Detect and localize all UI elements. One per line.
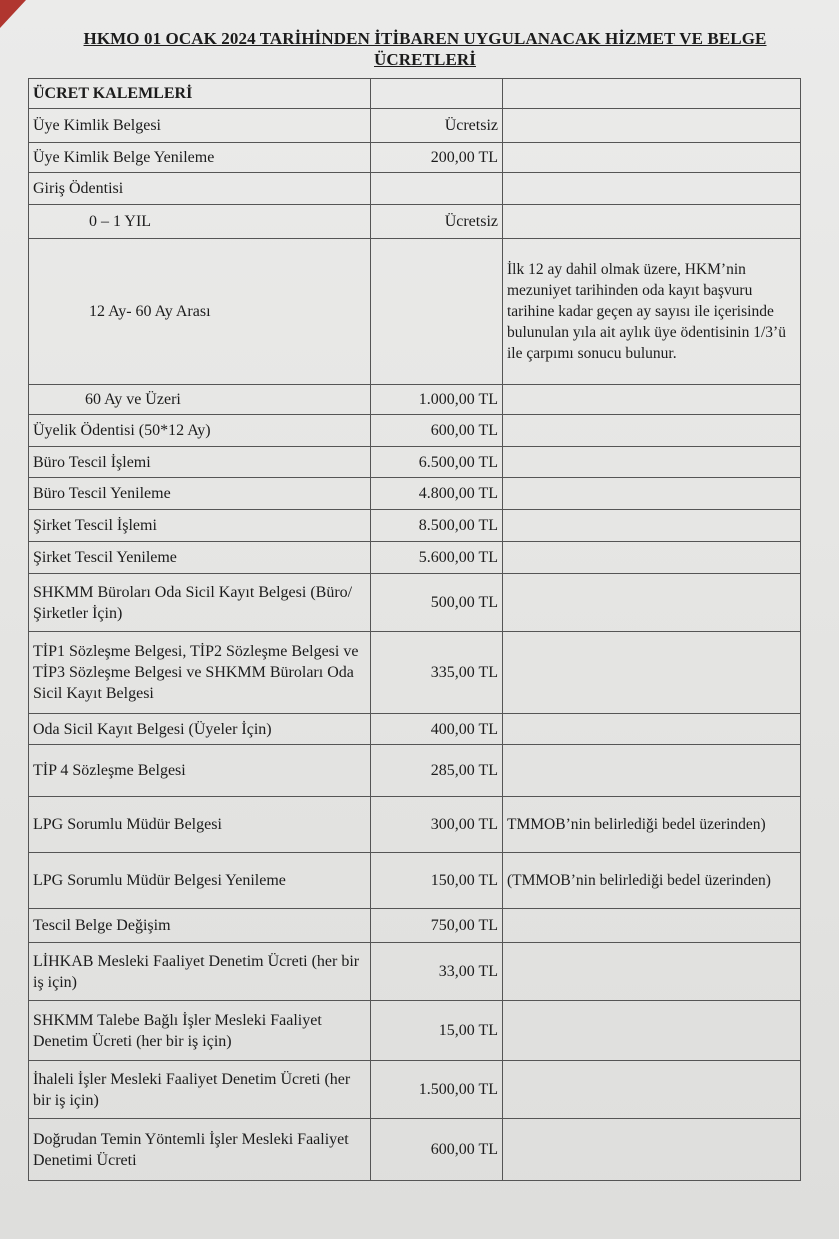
table-row <box>29 853 801 909</box>
row-amount: 1.000,00 TL <box>371 385 503 415</box>
header-cell: ÜCRET KALEMLERİ <box>29 79 371 109</box>
row-note <box>503 1119 801 1181</box>
table-row <box>29 632 801 714</box>
table-row <box>29 1061 801 1119</box>
row-label: LPG Sorumlu Müdür Belgesi Yenileme <box>29 853 371 909</box>
row-amount: 33,00 TL <box>371 943 503 1001</box>
row-amount: 15,00 TL <box>371 1001 503 1061</box>
row-amount: 300,00 TL <box>371 797 503 853</box>
row-label: LİHKAB Mesleki Faaliyet Denetim Ücreti (her bir iş için) <box>29 943 371 1001</box>
header-note-cell <box>503 79 801 109</box>
table-row <box>29 415 801 447</box>
table-row <box>29 714 801 745</box>
row-note: İlk 12 ay dahil olmak üzere, HKM’nin mezuniyet tarihinden oda kayıt başvuru tarihine kadar geçen ay sayısı ile içerisinde bulunulan yıla ait aylık üye ödentisinin 1/3’ü ile çarpımı sonucu bulunur. <box>503 239 801 385</box>
row-amount: Ücretsiz <box>371 109 503 143</box>
header-amount-cell <box>371 79 503 109</box>
table-row <box>29 542 801 574</box>
row-amount: 8.500,00 TL <box>371 510 503 542</box>
table-row <box>29 239 801 385</box>
row-note <box>503 143 801 173</box>
row-note: (TMMOB’nin belirlediği bedel üzerinden) <box>503 853 801 909</box>
table-row <box>29 447 801 478</box>
red-corner-decoration <box>0 0 26 28</box>
row-note <box>503 447 801 478</box>
row-label: Üye Kimlik Belgesi <box>29 109 371 143</box>
row-label: SHKMM Talebe Bağlı İşler Mesleki Faaliyet Denetim Ücreti (her bir iş için) <box>29 1001 371 1061</box>
table-row <box>29 574 801 632</box>
table-row <box>29 205 801 239</box>
row-label: Giriş Ödentisi <box>29 173 371 205</box>
row-amount: 400,00 TL <box>371 714 503 745</box>
row-note <box>503 385 801 415</box>
table-row <box>29 1001 801 1061</box>
row-amount: 600,00 TL <box>371 415 503 447</box>
row-note <box>503 574 801 632</box>
row-label: Şirket Tescil İşlemi <box>29 510 371 542</box>
row-amount: 4.800,00 TL <box>371 478 503 510</box>
row-amount: Ücretsiz <box>371 205 503 239</box>
row-note <box>503 415 801 447</box>
row-note <box>503 1001 801 1061</box>
row-label: TİP1 Sözleşme Belgesi, TİP2 Sözleşme Belgesi ve TİP3 Sözleşme Belgesi ve SHKMM Büroları Oda Sicil Kayıt Belgesi <box>29 632 371 714</box>
row-amount: 1.500,00 TL <box>371 1061 503 1119</box>
row-amount: 150,00 TL <box>371 853 503 909</box>
row-label: LPG Sorumlu Müdür Belgesi <box>29 797 371 853</box>
table-row <box>29 797 801 853</box>
row-amount: 285,00 TL <box>371 745 503 797</box>
fee-table <box>28 78 801 1181</box>
row-label: SHKMM Büroları Oda Sicil Kayıt Belgesi (Büro/Şirketler İçin) <box>29 574 371 632</box>
row-note: TMMOB’nin belirlediği bedel üzerinden) <box>503 797 801 853</box>
row-note <box>503 205 801 239</box>
row-note <box>503 632 801 714</box>
table-row <box>29 385 801 415</box>
document-title: HKMO 01 OCAK 2024 TARİHİNDEN İTİBAREN UYGULANACAK HİZMET VE BELGE ÜCRETLERİ <box>83 29 767 69</box>
row-label: Tescil Belge Değişim <box>29 909 371 943</box>
row-note <box>503 1061 801 1119</box>
row-note <box>503 714 801 745</box>
row-note <box>503 510 801 542</box>
table-row <box>29 909 801 943</box>
row-note <box>503 173 801 205</box>
row-note <box>503 909 801 943</box>
table-row <box>29 1119 801 1181</box>
row-amount: 750,00 TL <box>371 909 503 943</box>
row-label: Üye Kimlik Belge Yenileme <box>29 143 371 173</box>
row-note <box>503 542 801 574</box>
row-amount: 5.600,00 TL <box>371 542 503 574</box>
row-note <box>503 745 801 797</box>
table-row <box>29 143 801 173</box>
table-row <box>29 478 801 510</box>
row-label: TİP 4 Sözleşme Belgesi <box>29 745 371 797</box>
table-row <box>29 510 801 542</box>
table-header-row <box>29 79 801 109</box>
table-row <box>29 943 801 1001</box>
row-note <box>503 943 801 1001</box>
row-label: 0 – 1 YIL <box>29 205 371 239</box>
row-label: Üyelik Ödentisi (50*12 Ay) <box>29 415 371 447</box>
row-amount <box>371 173 503 205</box>
row-note <box>503 478 801 510</box>
row-amount: 6.500,00 TL <box>371 447 503 478</box>
row-label: Oda Sicil Kayıt Belgesi (Üyeler İçin) <box>29 714 371 745</box>
row-label: Doğrudan Temin Yöntemli İşler Mesleki Faaliyet Denetimi Ücreti <box>29 1119 371 1181</box>
table-row <box>29 173 801 205</box>
row-amount: 600,00 TL <box>371 1119 503 1181</box>
row-amount: 200,00 TL <box>371 143 503 173</box>
row-amount <box>371 239 503 385</box>
row-label: 12 Ay- 60 Ay Arası <box>29 239 371 385</box>
row-amount: 335,00 TL <box>371 632 503 714</box>
row-label: İhaleli İşler Mesleki Faaliyet Denetim Ücreti (her bir iş için) <box>29 1061 371 1119</box>
table-row <box>29 109 801 143</box>
row-label: Şirket Tescil Yenileme <box>29 542 371 574</box>
row-label: Büro Tescil Yenileme <box>29 478 371 510</box>
table-row <box>29 745 801 797</box>
row-amount: 500,00 TL <box>371 574 503 632</box>
row-label: 60 Ay ve Üzeri <box>29 385 371 415</box>
row-note <box>503 109 801 143</box>
row-label: Büro Tescil İşlemi <box>29 447 371 478</box>
